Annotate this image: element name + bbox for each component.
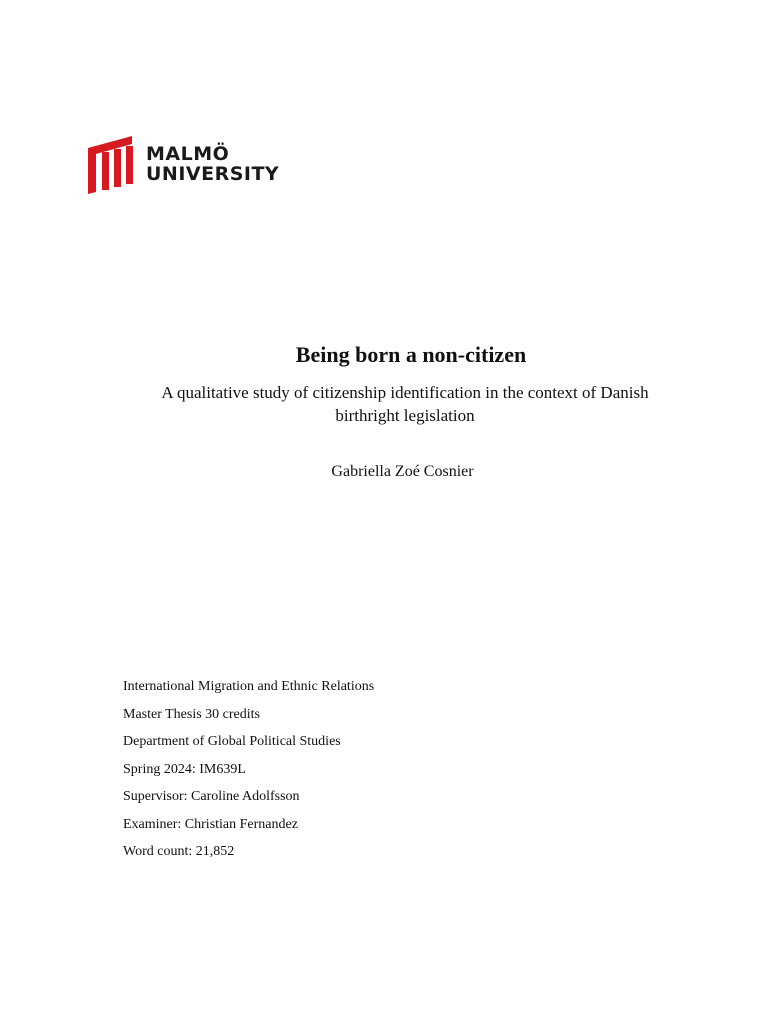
malmo-university-logo-icon <box>86 134 138 196</box>
university-logo <box>86 134 280 196</box>
logo-line-2: UNIVERSITY <box>146 163 280 185</box>
detail-supervisor: Supervisor: Caroline Adolfsson <box>123 789 300 804</box>
detail-term: Spring 2024: IM639L <box>123 761 246 777</box>
detail-program: International Migration and Ethnic Relations <box>123 679 375 694</box>
logo-line-1: MALMÖ <box>146 143 230 165</box>
logo-wordmark <box>146 144 279 184</box>
detail-examiner: Examiner: Christian Fernandez <box>123 816 298 832</box>
thesis-details <box>123 677 374 870</box>
detail-credits: Master Thesis 30 credits <box>123 706 260 722</box>
detail-department: Department of Global Political Studies <box>123 734 341 749</box>
thesis-title: Being born a non-citizen <box>295 342 527 367</box>
thesis-subtitle: A qualitative study of citizenship identification in the context of Danish birthright legislation <box>161 383 649 425</box>
author-name: Gabriella Zoé Cosnier <box>331 463 474 480</box>
detail-word-count: Word count: 21,852 <box>123 844 235 859</box>
